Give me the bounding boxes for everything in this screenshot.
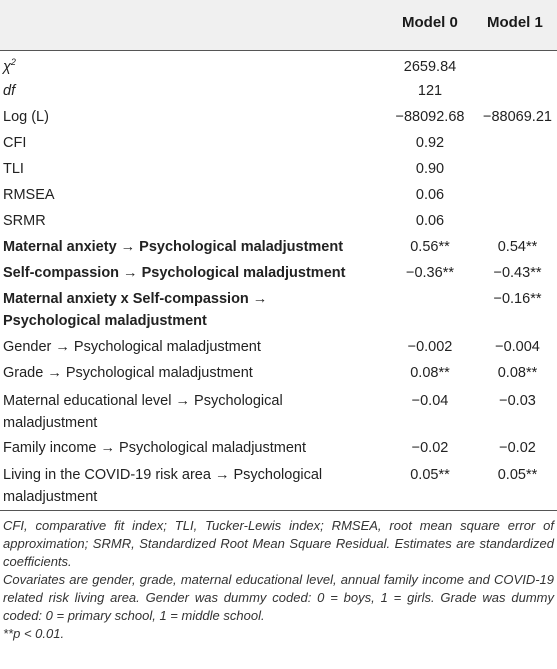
- row-label: TLI: [3, 161, 24, 177]
- table-row: [0, 387, 557, 435]
- model-0-value: 0.90: [415, 161, 445, 177]
- model-0-value: −0.36**: [406, 265, 454, 281]
- table-bottom-rule: [0, 510, 557, 511]
- table-row: [0, 130, 557, 156]
- row-label: Maternal anxiety x Self-compassion → Psychological maladjustment: [3, 291, 268, 329]
- model-1-value: −0.03: [499, 393, 536, 409]
- model-1-value: −0.16**: [493, 291, 542, 307]
- table-row: [0, 286, 557, 334]
- row-label: Gender → Psychological maladjustment: [3, 339, 261, 355]
- table-notes: [3, 517, 554, 643]
- model-0-value: 0.56**: [410, 239, 450, 255]
- model-0-value: 0.05**: [410, 467, 450, 483]
- model-0-value: 121: [417, 83, 443, 99]
- header-model-0: Model 0: [402, 14, 458, 31]
- row-label: $\chi^2$: [3, 57, 16, 75]
- table-row: [0, 182, 557, 208]
- model-0-value: −0.02: [411, 440, 449, 456]
- note-covariates: Covariates are gender, grade, maternal educational level, annual family income and COVID-19 related risk living area. Gender was dummy coded: 0 = boys, 1 = girls. Grade was dummy coded: 0 = primary school, 1 = middle school.: [3, 572, 554, 623]
- row-label: SRMR: [3, 213, 46, 229]
- note-significance: **p < 0.01.: [3, 626, 65, 641]
- table-row: [0, 51, 557, 78]
- table-header: [0, 0, 557, 50]
- table-row: [0, 234, 557, 260]
- model-1-value: −0.02: [499, 440, 536, 456]
- row-label: Family income → Psychological maladjustment: [3, 440, 306, 456]
- row-label: df: [3, 83, 16, 99]
- row-label: Log (L): [3, 109, 49, 125]
- model-0-value: 0.06: [415, 213, 445, 229]
- table-row: [0, 104, 557, 130]
- row-label: Maternal educational level → Psychological maladjustment: [3, 393, 283, 431]
- model-0-value: 0.92: [415, 135, 445, 151]
- table-row: [0, 156, 557, 182]
- model-1-value: −0.004: [495, 339, 540, 355]
- row-label: Maternal anxiety → Psychological maladjustment: [3, 239, 344, 255]
- model-0-value: 2659.84: [403, 59, 457, 75]
- table-body: [0, 51, 557, 509]
- note-abbreviations: CFI, comparative fit index; TLI, Tucker-Lewis index; RMSEA, root mean square error of approximation; SRMR, Standardized Root Mean Square Residual. Estimates are standardized coefficients.: [3, 518, 554, 569]
- row-label: CFI: [3, 135, 27, 151]
- table-row: [0, 435, 557, 461]
- table-row: [0, 334, 557, 360]
- model-0-value: −0.002: [407, 339, 453, 355]
- row-label: RMSEA: [3, 187, 55, 203]
- model-1-value: −0.43**: [493, 265, 542, 281]
- row-label: Grade → Psychological maladjustment: [3, 365, 253, 381]
- table-row: [0, 260, 557, 286]
- model-0-value: 0.08**: [410, 365, 450, 381]
- table-row: [0, 461, 557, 509]
- model-1-value: 0.05**: [497, 467, 538, 483]
- table-row: [0, 78, 557, 104]
- model-0-value: 0.06: [415, 187, 445, 203]
- model-1-value: −88069.21: [483, 109, 552, 125]
- header-model-1: Model 1: [487, 14, 543, 31]
- row-label: Living in the COVID-19 risk area → Psychological maladjustment: [3, 467, 323, 505]
- table-row: [0, 360, 557, 387]
- model-1-value: 0.54**: [497, 239, 538, 255]
- model-1-value: 0.08**: [497, 365, 538, 381]
- table-row: [0, 208, 557, 234]
- row-label: Self-compassion → Psychological maladjustment: [3, 265, 346, 281]
- model-0-value: −88092.68: [395, 109, 465, 125]
- model-0-value: −0.04: [411, 393, 449, 409]
